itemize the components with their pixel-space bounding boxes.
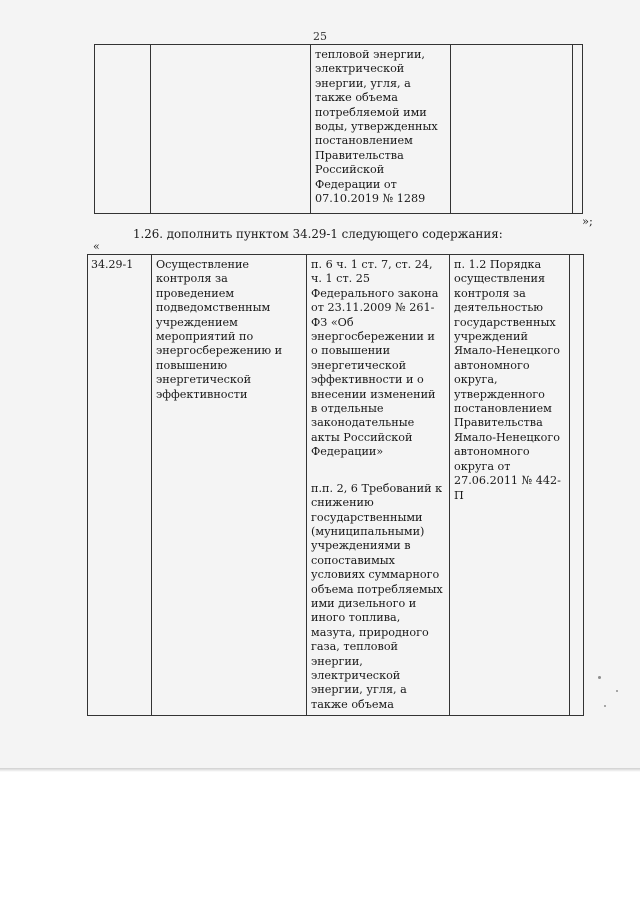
page-edge-shadow bbox=[0, 768, 640, 772]
opening-quote: « bbox=[93, 240, 100, 253]
basis-requirements: п.п. 2, 6 Требований к снижению государственными (муниципальными) учреждениями в сопоставимых условиях суммарного объема потребляемых ими дизельного и иного топлива, мазута, природного газа, тепловой энергии, электрической энергии, угля, а также объема bbox=[311, 481, 443, 711]
closing-quote: »; bbox=[582, 214, 593, 228]
table-cell-empty bbox=[573, 45, 583, 214]
table-cell-number bbox=[95, 45, 151, 214]
new-row-table bbox=[87, 254, 584, 716]
row-subject: Осуществление контроля за проведением подведомственным учреждением мероприятий по энергосбережению и повышению энергетической эффективности bbox=[152, 255, 307, 716]
row-regulation: п. 1.2 Порядка осуществления контроля за деятельностью государственных учреждений Ямало-Ненецкого автономного округа, утвержденного постановлением Правительства Ямало-Ненецкого автономного округа от 27.06.2011 № 442-П bbox=[450, 255, 570, 716]
row-empty-cell bbox=[570, 255, 584, 716]
amendment-paragraph: 1.26. дополнить пунктом 34.29-1 следующего содержания: bbox=[133, 227, 503, 241]
page-number: 25 bbox=[313, 30, 327, 43]
row-basis bbox=[307, 255, 450, 716]
basis-federal-law: п. 6 ч. 1 ст. 7, ст. 24, ч. 1 ст. 25 Федерального закона от 23.11.2009 № 261-ФЗ «Об энергосбережении и о повышении энергетической эффективности и о внесении изменений в отдельные законодательные акты Российской Федерации» bbox=[311, 258, 439, 459]
table-row bbox=[88, 255, 584, 716]
table-cell-subject bbox=[151, 45, 311, 214]
scan-speck bbox=[616, 690, 618, 692]
scan-speck bbox=[598, 676, 601, 679]
row-number: 34.29-1 bbox=[88, 255, 152, 716]
table-row bbox=[95, 45, 583, 214]
table-cell-basis: тепловой энергии, электрической энергии, угля, а также объема потребляемой ими воды, утвержденных постановлением Правительства Российской Федерации от 07.10.2019 № 1289 bbox=[311, 45, 451, 214]
scan-speck bbox=[604, 705, 606, 707]
table-cell-regulation bbox=[451, 45, 573, 214]
continued-table bbox=[94, 44, 583, 214]
